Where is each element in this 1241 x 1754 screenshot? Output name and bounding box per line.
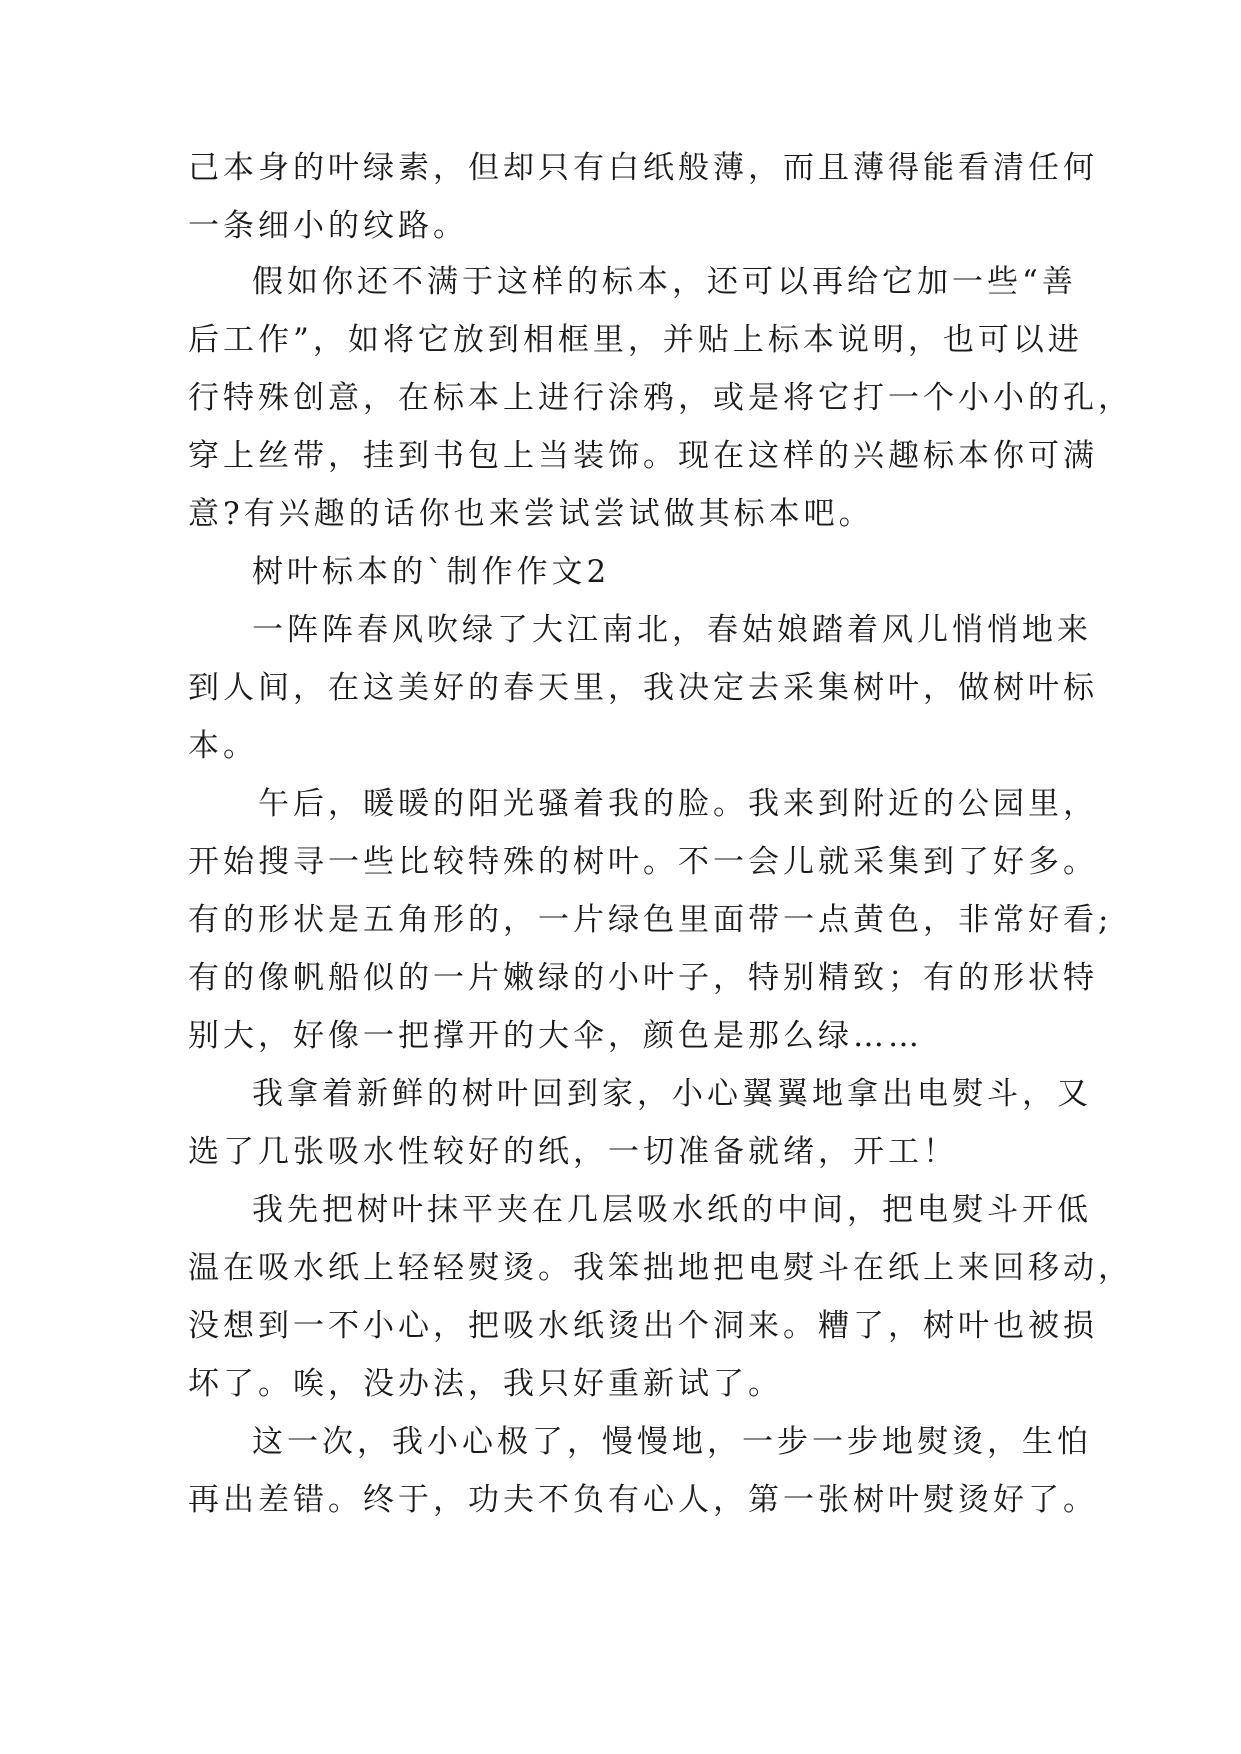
text-line: 有的像帆船似的一片嫩绿的小叶子，特别精致；有的形状特 [188,960,1098,996]
text-line: 没想到一不小心，把吸水纸烫出个洞来。糟了，树叶也被损 [188,1308,1098,1344]
text-line: 行特殊创意，在标本上进行涂鸦，或是将它打一个小小的孔， [188,380,1133,416]
paragraph-start: 这一次，我小心极了，慢慢地，一步一步地熨烫，生怕 [252,1424,1092,1460]
text-line: 温在吸水纸上轻轻熨烫。我笨拙地把电熨斗在纸上来回移动， [188,1250,1133,1286]
text-line: 到人间，在这美好的春天里，我决定去采集树叶，做树叶标 [188,670,1098,706]
text-line: 选了几张吸水性较好的纸，一切准备就绪，开工！ [188,1134,958,1170]
text-line: 再出差错。终于，功夫不负有心人，第一张树叶熨烫好了。 [188,1482,1098,1518]
text-line: 意?有兴趣的话你也来尝试尝试做其标本吧。 [188,496,874,532]
text-line: 穿上丝带，挂到书包上当装饰。现在这样的兴趣标本你可满 [188,438,1098,474]
text-line: 后工作”，如将它放到相框里，并贴上标本说明，也可以进 [188,322,1083,358]
text-line: 有的形状是五角形的，一片绿色里面带一点黄色，非常好看; [188,902,1113,938]
text-line: 别大，好像一把撑开的大伞，颜色是那么绿…… [188,1018,923,1054]
text-line: 一条细小的纹路。 [188,208,468,244]
section-heading: 树叶标本的`制作作文2 [252,554,611,590]
paragraph-start: 我拿着新鲜的树叶回到家，小心翼翼地拿出电熨斗，又 [252,1076,1092,1112]
text-line: 开始搜寻一些比较特殊的树叶。不一会儿就采集到了好多。 [188,844,1098,880]
text-line: 本。 [188,728,258,764]
paragraph-start: 午后，暖暖的阳光骚着我的脸。我来到附近的公园里， [258,786,1098,822]
text-line: 己本身的叶绿素，但却只有白纸般薄，而且薄得能看清任何 [188,150,1098,186]
paragraph-start: 我先把树叶抹平夹在几层吸水纸的中间，把电熨斗开低 [252,1192,1092,1228]
paragraph-start: 假如你还不满于这样的标本，还可以再给它加一些“善 [252,264,1077,300]
text-line: 坏了。唉，没办法，我只好重新试了。 [188,1366,783,1402]
paragraph-start: 一阵阵春风吹绿了大江南北，春姑娘踏着风儿悄悄地来 [252,612,1092,648]
